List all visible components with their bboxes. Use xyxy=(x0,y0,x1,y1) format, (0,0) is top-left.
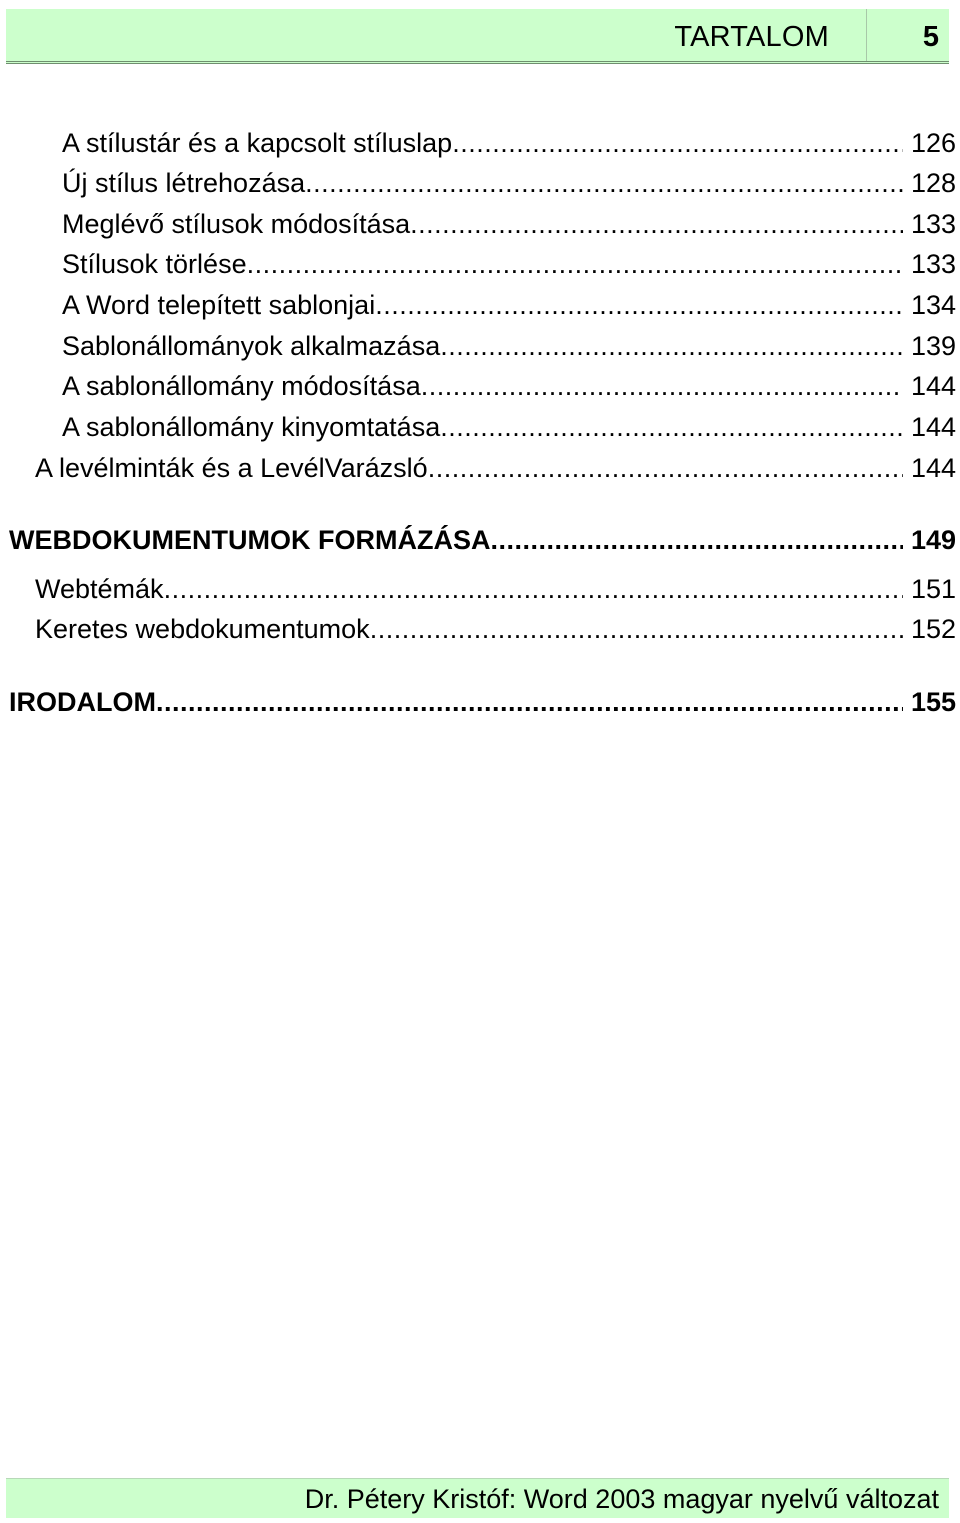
header-title: TARTALOM xyxy=(674,21,829,53)
page-footer xyxy=(6,1478,949,1518)
toc-dot-leader xyxy=(164,572,903,606)
toc-dot-leader xyxy=(490,523,902,557)
toc-dot-leader xyxy=(375,288,903,322)
toc-entry-label: Keretes webdokumentumok xyxy=(35,614,370,644)
toc-entry-label: A stílustár és a kapcsolt stíluslap xyxy=(62,128,453,158)
toc-entry-page: 144 xyxy=(910,412,956,442)
toc-entry-label: Stílusok törlése xyxy=(62,249,247,279)
toc-chapter-entry[interactable] xyxy=(9,523,956,557)
toc-dot-leader xyxy=(440,410,903,444)
toc-entry[interactable] xyxy=(62,207,956,241)
toc-entry-page: 144 xyxy=(910,371,956,401)
toc-entry-label: WEBDOKUMENTUMOK FORMÁZÁSA xyxy=(9,525,491,555)
toc-entry-label: IRODALOM xyxy=(9,687,156,717)
toc-dot-leader xyxy=(421,369,903,403)
toc-entry-page: 152 xyxy=(910,614,956,644)
toc-entry[interactable] xyxy=(35,451,956,485)
toc-entry[interactable] xyxy=(62,369,956,403)
toc-entry-label: A sablonállomány módosítása xyxy=(62,371,421,401)
toc-entry-page: 133 xyxy=(910,249,956,279)
toc-entry-page: 139 xyxy=(910,331,956,361)
toc-entry-page: 126 xyxy=(910,128,956,158)
toc-dot-leader xyxy=(305,166,903,200)
toc-dot-leader xyxy=(452,126,903,160)
toc-entry-page: 144 xyxy=(910,453,956,483)
toc-dot-leader xyxy=(440,329,903,363)
toc-entry-label: A sablonállomány kinyomtatása xyxy=(62,412,441,442)
toc-entry[interactable] xyxy=(62,247,956,281)
toc-dot-leader xyxy=(247,247,903,281)
footer-text: Dr. Pétery Kristóf: Word 2003 magyar nyelvű változat xyxy=(304,1484,939,1514)
toc-dot-leader xyxy=(428,451,903,485)
toc-entry[interactable] xyxy=(35,612,956,646)
toc-dot-leader xyxy=(370,612,903,646)
toc-entry-label: Webtémák xyxy=(35,574,164,604)
toc-entry-label: Meglévő stílusok módosítása xyxy=(62,209,411,239)
page-header xyxy=(6,9,949,64)
toc-entry[interactable] xyxy=(62,410,956,444)
toc-entry[interactable] xyxy=(35,572,956,606)
toc-chapter-entry[interactable] xyxy=(9,685,956,719)
toc-entry-label: Új stílus létrehozása xyxy=(62,168,306,198)
toc-entry[interactable] xyxy=(62,329,956,363)
toc-entry-label: A levélminták és a LevélVarázsló xyxy=(35,453,428,483)
toc-entry-label: Sablonállományok alkalmazása xyxy=(62,331,441,361)
toc-dot-leader xyxy=(410,207,903,241)
toc-entry-page: 149 xyxy=(910,525,956,555)
toc-entry-page: 151 xyxy=(910,574,956,604)
header-page-number: 5 xyxy=(922,21,939,53)
toc-entry-label: A Word telepített sablonjai xyxy=(62,290,376,320)
toc-entry[interactable] xyxy=(62,288,956,322)
toc-entry[interactable] xyxy=(62,166,956,200)
toc-entry[interactable] xyxy=(62,126,956,160)
toc-entry-page: 134 xyxy=(910,290,956,320)
header-divider xyxy=(866,9,867,61)
toc-entry-page: 155 xyxy=(910,687,956,717)
toc-entry-page: 128 xyxy=(910,168,956,198)
toc-entry-page: 133 xyxy=(910,209,956,239)
toc-dot-leader xyxy=(156,685,903,719)
